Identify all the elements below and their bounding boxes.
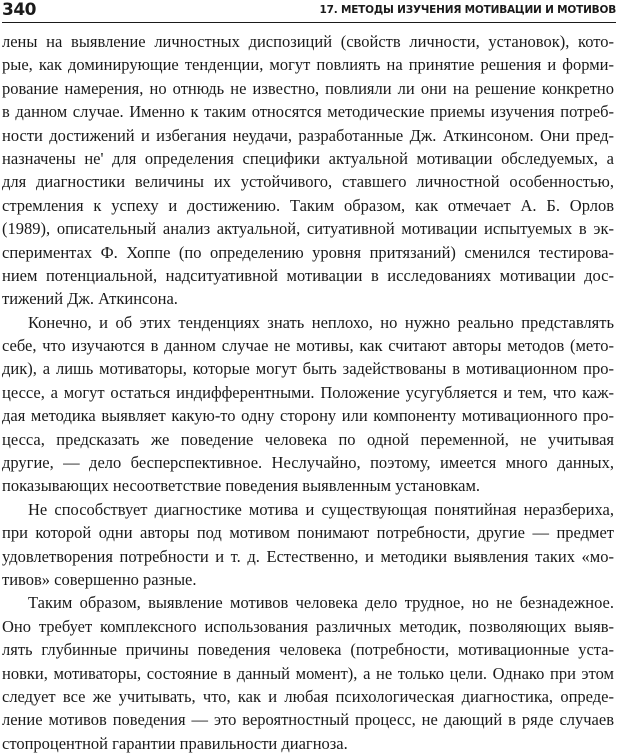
text-line: стремления к успеху и достижению. Таким образом, как отмечает А. Б. Орлов: [2, 195, 614, 215]
text-line: лять глубинные причины поведения человека (потребности, мотивационные уста-: [2, 640, 614, 660]
text-line: Таким образом, выявление мотивов человека дело трудное, но не безнадежное.: [28, 593, 614, 613]
body-text: [2, 30, 614, 755]
text-line: следует все же учитывать, что, как и любая психологическая диагностика, опреде-: [2, 686, 614, 706]
paragraph: [2, 591, 614, 755]
paragraph: [2, 30, 614, 311]
text-line: стопроцентной гарантии правильности диагноза.: [2, 733, 348, 753]
text-line: лены на выявление личностных диспозиций (свойств личности, установок), кото-: [2, 32, 614, 51]
text-line: спериментах Ф. Хоппе (по определению уровня притязаний) сменился тестирова-: [2, 242, 614, 262]
text-line: Оно требует комплексного использования различных методик, позволяющих выяв-: [2, 616, 614, 636]
text-line: ление мотивов поведения — это вероятностный процесс, не дающий в ряде случаев: [2, 710, 614, 730]
text-line: дик), а лишь мотиваторы, которые могут быть задействованы в мотивационном про-: [2, 359, 614, 379]
text-line: ности достижений и избегания неудачи, разработанные Дж. Аткинсоном. Они пред-: [2, 125, 614, 145]
text-line: рование намерения, но отнюдь не известно, повлияли ли они на решение конкретно: [2, 78, 614, 98]
text-line: удовлетворения потребности и т. д. Естественно, и методики выявления таких «мо-: [2, 546, 614, 566]
paragraph: [2, 498, 614, 592]
text-line: показывающих несоответствие поведения выявленным установкам.: [2, 476, 481, 496]
text-line: нием потенциальной, надситуативной мотивации в исследованиях мотивации дос-: [2, 265, 614, 285]
text-line: тивов» совершенно разные.: [2, 569, 197, 589]
text-line: себе, что изучаются в данном случае не мотивы, как считают авторы методов (мето-: [2, 336, 614, 356]
text-line: цессе, а могут остаться индифферентными. Положение усугубляется и тем, что каж-: [2, 382, 614, 402]
text-line: тижений Дж. Аткинсона.: [2, 289, 178, 309]
text-line: (1989), описательный анализ актуальной, ситуативной мотивации испытуемых в эк-: [2, 219, 614, 239]
paragraph: [2, 311, 614, 498]
text-line: назначены не' для определения специфики актуальной мотивации обследуемых, а: [2, 148, 614, 168]
text-line: для диагностики величины их устойчивого, ставшего личностной особенностью,: [2, 172, 614, 192]
text-line: в данном случае. Именно к таким относятся методические приемы изучения потреб-: [2, 102, 614, 122]
page-header: [2, 0, 616, 23]
chapter-running-head: 17. МЕТОДЫ ИЗУЧЕНИЯ МОТИВАЦИИ И МОТИВОВ: [319, 4, 616, 16]
text-line: дая методика выявляет какую-то одну сторону или компоненту мотивационного про-: [2, 406, 614, 426]
text-line: при которой одни авторы под мотивом понимают потребности, другие — предмет: [2, 523, 614, 543]
text-line: цесса, предсказать же поведение человека по одной переменной, не учитывая: [2, 429, 614, 449]
text-line: рые, как доминирующие тенденции, могут повлиять на принятие решения и форми-: [2, 55, 614, 75]
page-number: 340: [2, 0, 36, 20]
text-line: Не способствует диагностике мотива и существующая понятийная неразбериха,: [28, 499, 614, 519]
text-line: новки, мотиваторы, состояние в данный момент), а не только цели. Однако при этом: [2, 663, 614, 683]
text-line: Конечно, и об этих тенденциях знать неплохо, но нужно реально представлять: [28, 312, 614, 332]
text-line: другие, — дело бесперспективное. Неслучайно, поэтому, имеется много данных,: [2, 453, 614, 473]
